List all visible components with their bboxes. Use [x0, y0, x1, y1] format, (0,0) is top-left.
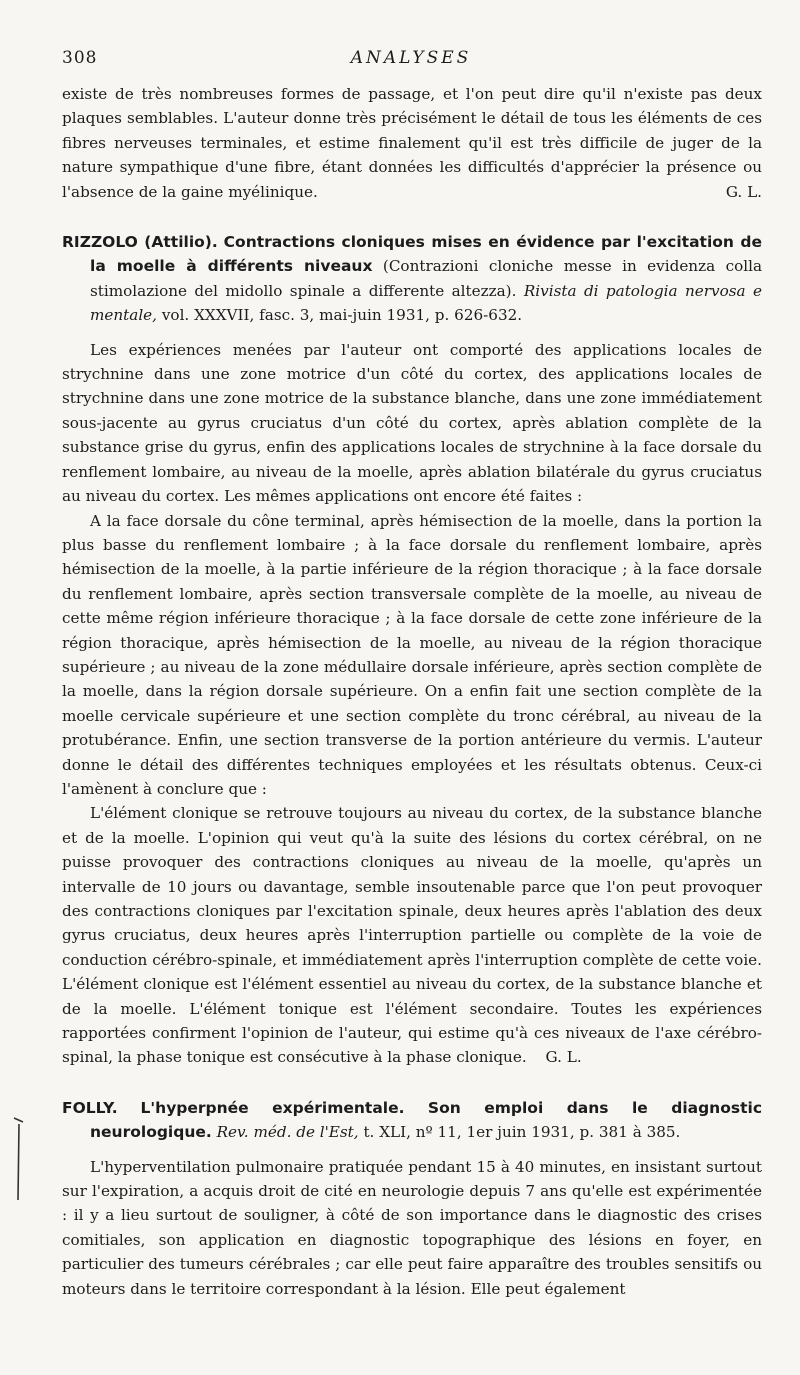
- entry-heading: [62, 230, 762, 328]
- entry-paragraph: A la face dorsale du cône terminal, après hémisection de la moelle, dans la portion la plus basse du renflement lombaire ; à la face dorsale du renflement lombaire, après hémisection de la moelle, à la partie inférieure de la région thoracique ; à la face dorsale du renflement lombaire, après section transversale complète de la moelle, au niveau de cette même région inférieure thoracique ; à la face dorsale de cette zone inférieure de la région thoracique, après hémisection de la moelle, au niveau de la région thoracique supérieure ; au niveau de la zone médullaire dorsale inférieure, après section complète de la moelle, dans la région dorsale supérieure. On a enfin fait une section complète de la moelle cervicale supérieure et une section complète du tronc cérébral, au niveau de la protubérance. Enfin, une section transverse de la portion antérieure du vermis. L'auteur donne le détail des différentes techniques employées et les résultats obtenus. Ceux-ci l'amènent à conclure que :: [62, 511, 762, 798]
- entry-paragraph-text: L'élément clonique se retrouve toujours au niveau du cortex, de la substance blanche et de la moelle. L'opinion qui veut qu'à la suite des lésions du cortex cérébral, on ne puisse provoquer des contractions cloniques au niveau de la moelle, qu'après un intervalle de 10 jours ou davantage, semble insoutenable parce que l'on peut provoquer des contractions cloniques par l'excitation spinale, deux heures après l'ablation des deux gyrus cruciatus, deux heures après l'interruption partielle ou complète de la voie de conduction cérébro-spinale, et immédiatement après l'interruption complète de cette voie. L'élément clonique est l'élément essentiel au niveau du cortex, de la substance blanche et de la moelle. L'élément tonique est l'élément secondaire. Toutes les expériences rapportées confirment l'opinion de l'auteur, qui estime qu'à ces niveaux de l'axe cérébro-spinal, la phase tonique est consécutive à la phase clonique.: [62, 804, 762, 1067]
- entry-source-journal: Rev. méd. de l'Est,: [216, 1123, 359, 1142]
- page-body: [62, 82, 762, 1301]
- continuation-text: existe de très nombreuses formes de passage, et l'on peut dire qu'il n'existe pas deux plaques semblables. L'auteur donne très précisément le détail de tous les éléments de ces fibres nerveuses terminales, et estime finalement qu'il est très difficile de juger de la nature sympathique d'une fibre, étant données les difficultés d'apprécier la présence ou l'absence de la gaine myélinique.: [62, 85, 762, 201]
- entry-paragraph: Les expériences menées par l'auteur ont comporté des applications locales de strychnine dans une zone motrice d'un côté du cortex, des applications locales de strychnine dans une zone motrice de la substance blanche, dans une zone immédiatement sous-jacente au gyrus cruciatus d'un côté du cortex, après ablation complète de la substance grise du gyrus, enfin des applications locales de strychnine à la face dorsale du renflement lombaire, au niveau de la moelle, après ablation bilatérale du gyrus cruciatus au niveau du cortex. Les mêmes applications ont encore été faites :: [62, 340, 762, 506]
- margin-pencil-mark: [12, 1112, 20, 1192]
- entry-author: RIZZOLO (Attilio).: [62, 233, 218, 252]
- continuation-paragraph: [62, 82, 762, 204]
- signature: G. L.: [725, 182, 762, 201]
- entry-source-details: t. XLI, nº 11, 1er juin 1931, p. 381 à 385.: [363, 1123, 681, 1142]
- entry-original-title: (Contrazioni cloniche messe in evidenza colla stimolazione del midollo spinale a differente altezza).: [90, 257, 762, 300]
- entry-source-details: vol. XXXVII, fasc. 3, mai-juin 1931, p. 626-632.: [161, 306, 523, 325]
- entry-author: FOLLY.: [62, 1098, 118, 1117]
- entry-source-journal: Rivista di patologia nervosa e mentale,: [90, 281, 763, 325]
- page-number: 308: [62, 48, 98, 68]
- entry-paragraph: L'hyperventilation pulmonaire pratiquée pendant 15 à 40 minutes, en insistant surtout sur l'expiration, a acquis droit de cité en neurologie depuis 7 ans qu'elle est expérimentée : il y a lieu surtout de souligner, à côté de son importance dans le diagnostic des crises comitiales, son application en diagnostic topographique des lésions en foyer, en particulier des tumeurs cérébrales ; car elle peut faire apparaître des troubles sensitifs ou moteurs dans le territoire correspondant à la lésion. Elle peut également: [62, 1157, 762, 1298]
- entry-title: Contractions cloniques mises en évidence par l'excitation de la moelle à différents niveaux: [90, 233, 763, 276]
- entry-title: L'hyperpnée expérimentale. Son emploi dans le diagnostic neurologique.: [90, 1098, 763, 1142]
- running-title: ANALYSES: [350, 48, 472, 68]
- entry-heading: [62, 1096, 762, 1145]
- running-head: [62, 40, 760, 70]
- signature: G. L.: [545, 1048, 582, 1067]
- entry-paragraph: [62, 801, 762, 1069]
